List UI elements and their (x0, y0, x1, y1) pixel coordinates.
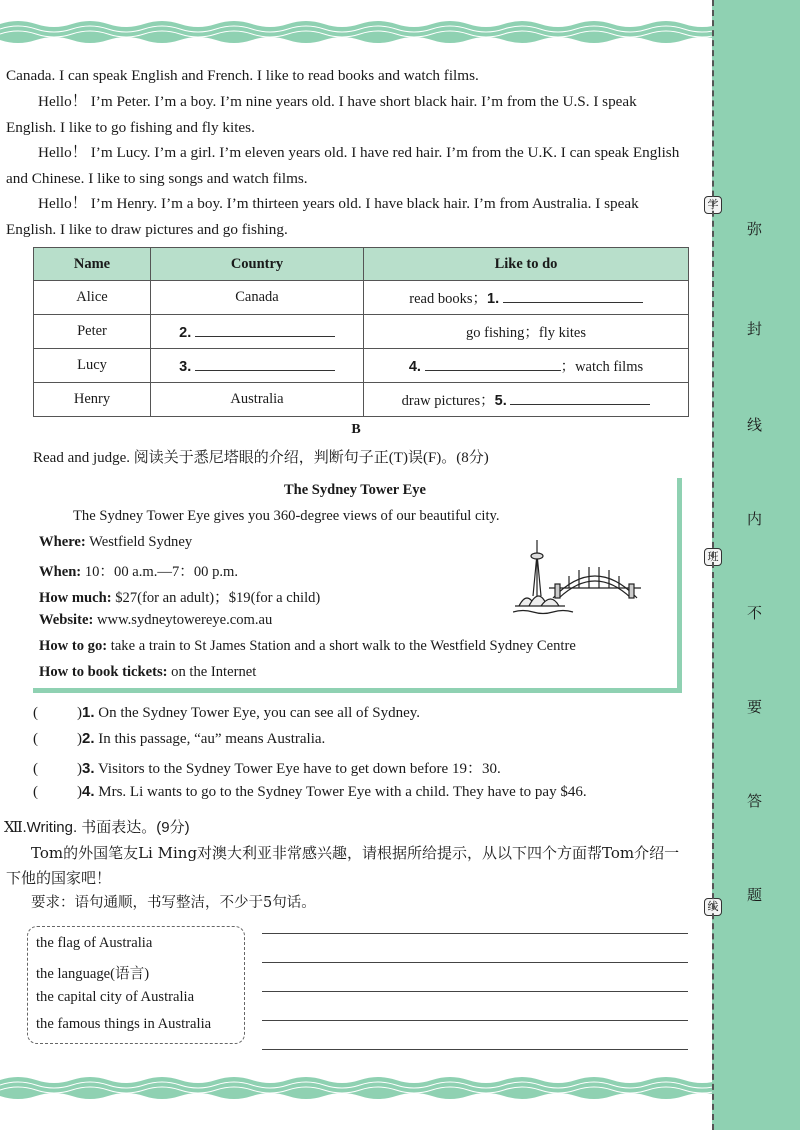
cell-like (364, 281, 689, 315)
sidebar-char: 答 (747, 792, 763, 810)
cell-name: Lucy (34, 349, 151, 383)
sidebar-char: 要 (747, 698, 763, 716)
sidebar-char: 题 (747, 886, 763, 904)
question-number: 4. (82, 783, 95, 800)
answer-blank-2[interactable] (195, 322, 335, 337)
cell-country (151, 315, 364, 349)
section-b-label: B (351, 422, 361, 437)
writing-heading (4, 816, 190, 837)
how-to-go-label: How to go: (39, 638, 108, 654)
writing-prompt (6, 841, 690, 891)
when-label: When: (39, 564, 82, 580)
bottom-wave-border (0, 1074, 712, 1102)
cell-country: Australia (151, 383, 364, 417)
passage-peter-text: Hello！ I’m Peter. I’m a boy. I’m nine years old. I have short black hair. I’m from the U.S. I speak English. I like to go fishing and fly kites. (6, 93, 637, 136)
answer-blank-4[interactable] (425, 356, 561, 371)
cell-like (364, 349, 689, 383)
info-table (33, 247, 689, 417)
tower-how-to-go (39, 638, 576, 655)
hint-item: the flag of Australia (36, 935, 153, 951)
header-country: Country (151, 248, 364, 281)
hint-item: the famous things in Australia (36, 1016, 212, 1032)
tower-tickets (39, 664, 256, 681)
table-header-row (34, 248, 689, 281)
where-value: Westfield Sydney (89, 534, 193, 550)
tower-website (39, 612, 272, 629)
sidebar-char: 线 (747, 416, 763, 434)
blank-number: 3. (179, 358, 192, 375)
sidebar-char: 封 (747, 320, 763, 338)
passage-henry-text: Hello！ I’m Henry. I’m a boy. I’m thirteen years old. I have black hair. I’m from Australia. I speak English. I like to draw pictures and go fishing. (6, 195, 639, 238)
judge-question-1 (33, 704, 420, 722)
cell-like-text: draw pictures； (401, 393, 495, 409)
hint-item: the language(语言) (36, 966, 150, 982)
website-value: www.sydneytowereye.com.au (96, 612, 273, 628)
paren-close: ) (77, 761, 82, 777)
judge-question-4 (33, 783, 587, 801)
section-numeral: Ⅻ. (4, 820, 27, 836)
cell-like-text: ；watch films (560, 359, 644, 375)
blank-number: 1. (487, 291, 500, 307)
paren-close: ) (77, 731, 82, 747)
where-label: Where: (39, 534, 86, 550)
cell-name: Henry (34, 383, 151, 417)
answer-blank-3[interactable] (195, 356, 335, 371)
passage-peter (6, 89, 690, 140)
question-text: In this passage, “au” means Australia. (98, 731, 326, 747)
writing-label: Writing. 书面表达。(9分) (26, 819, 190, 836)
writing-line[interactable] (262, 1020, 688, 1021)
table-row (34, 281, 689, 315)
answer-blank-1[interactable] (503, 288, 643, 303)
how-to-go-value: take a train to St James Station and a short walk to the Westfield Sydney Centre (110, 638, 576, 654)
question-number: 3. (82, 760, 95, 777)
table-row (34, 315, 689, 349)
cell-name: Peter (34, 315, 151, 349)
tower-price (39, 586, 320, 607)
sidebar-char: 弥 (747, 220, 763, 238)
sidebar-char: 不 (747, 604, 763, 622)
website-label: Website: (39, 612, 94, 628)
passage-alice-end: Canada. I can speak English and French. I like to read books and watch films. (6, 67, 479, 84)
answer-paren-4[interactable] (33, 784, 77, 801)
answer-paren-1[interactable] (33, 705, 77, 722)
tower-title: The Sydney Tower Eye (284, 482, 426, 498)
top-wave-border (0, 18, 712, 46)
paren-open: ( (33, 761, 38, 777)
sidebar-badge: 线 (704, 898, 722, 916)
paren-open: ( (33, 705, 38, 721)
blank-number: 4. (408, 359, 421, 375)
tickets-value: on the Internet (171, 664, 257, 680)
judge-question-2 (33, 730, 325, 748)
sidebar-char: 内 (747, 510, 763, 528)
header-name: Name (34, 248, 151, 281)
table-row (34, 383, 689, 417)
tower-when (39, 560, 238, 581)
cell-like-text: read books； (409, 291, 487, 307)
writing-line[interactable] (262, 933, 688, 934)
seal-strip-sidebar (707, 0, 800, 1130)
answer-blank-5[interactable] (510, 390, 650, 405)
paren-close: ) (77, 705, 82, 721)
writing-requirement: 要求：语句通顺，书写整洁，不少于5句话。 (31, 895, 316, 911)
sidebar-badge: 班 (704, 548, 722, 566)
question-number: 1. (82, 704, 95, 721)
paren-open: ( (33, 784, 38, 800)
tower-intro: The Sydney Tower Eye gives you 360-degree views of our beautiful city. (73, 508, 500, 524)
answer-paren-2[interactable] (33, 731, 77, 748)
tickets-label: How to book tickets: (39, 664, 168, 680)
price-value: $27(for an adult)；$19(for a child) (115, 590, 321, 606)
cell-like (364, 383, 689, 417)
seal-cut-line (712, 0, 714, 1130)
writing-line[interactable] (262, 962, 688, 963)
cell-name: Alice (34, 281, 151, 315)
tower-info-box (33, 478, 682, 693)
passage-lucy-text: Hello！ I’m Lucy. I’m a girl. I’m eleven years old. I have red hair. I’m from the U.K. I can speak English and Chinese. I like to sing songs and watch films. (6, 144, 680, 187)
hint-item: the capital city of Australia (36, 989, 195, 1005)
tower-where (39, 534, 192, 551)
question-text: On the Sydney Tower Eye, you can see all of Sydney. (98, 705, 421, 721)
cell-like: go fishing；fly kites (364, 315, 689, 349)
question-text: Visitors to the Sydney Tower Eye have to get down before 19：30. (98, 761, 501, 777)
header-like: Like to do (364, 248, 689, 281)
writing-line[interactable] (262, 991, 688, 992)
question-text: Mrs. Li wants to go to the Sydney Tower Eye with a child. They have to pay $46. (98, 784, 587, 800)
judge-question-3 (33, 757, 501, 778)
cell-country: Canada (151, 281, 364, 315)
sidebar-badge: 学 (704, 196, 722, 214)
answer-paren-3[interactable] (33, 761, 77, 778)
price-label: How much: (39, 590, 112, 606)
paren-open: ( (33, 731, 38, 747)
passage-henry (6, 191, 690, 242)
writing-line[interactable] (262, 1049, 688, 1050)
question-number: 2. (82, 730, 95, 747)
sydney-skyline-illustration (513, 536, 643, 618)
table-row (34, 349, 689, 383)
cell-country (151, 349, 364, 383)
passage-lucy (6, 140, 690, 191)
blank-number: 5. (494, 393, 507, 409)
hint-box (27, 926, 245, 1044)
writing-prompt-text: Tom的外国笔友Li Ming对澳大利亚非常感兴趣，请根据所给提示，从以下四个方面帮Tom介绍一下他的国家吧！ (6, 844, 680, 887)
paren-close: ) (77, 784, 82, 800)
when-value: 10：00 a.m.—7：00 p.m. (84, 564, 239, 580)
blank-number: 2. (179, 324, 192, 341)
section-b-instruction: Read and judge. 阅读关于悉尼塔眼的介绍，判断句子正(T)误(F)。(8分) (33, 450, 489, 466)
